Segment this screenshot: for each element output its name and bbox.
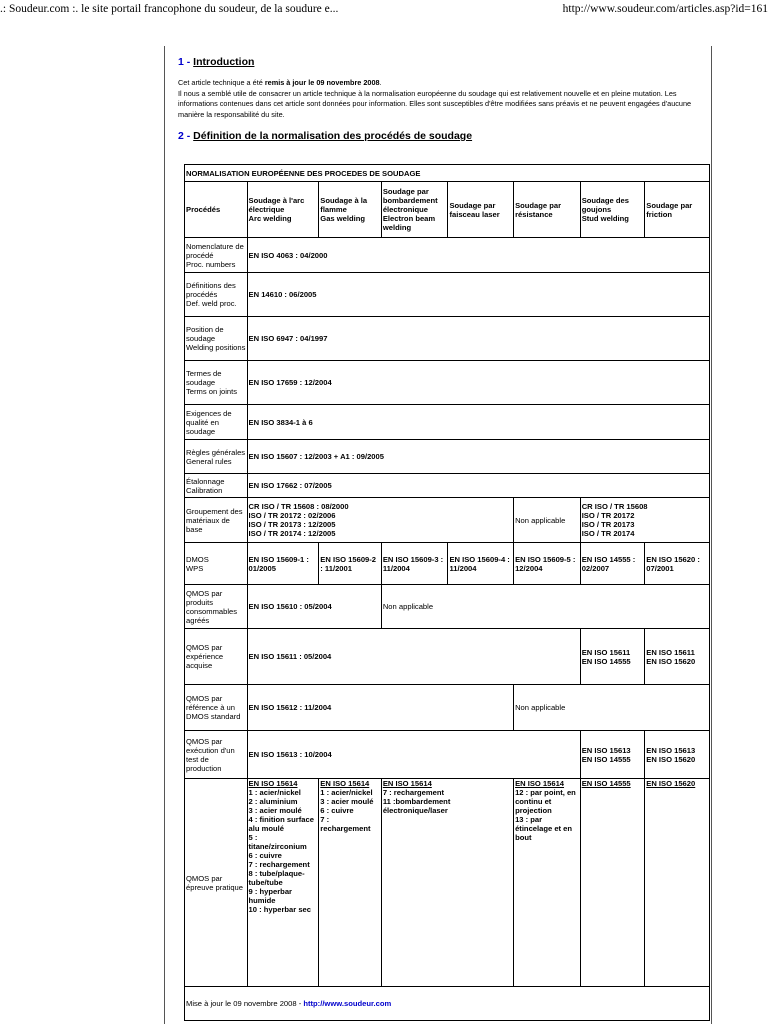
row-value-arc: EN ISO 15609-1 : 01/2005 — [247, 543, 319, 585]
table-caption: NORMALISATION EUROPÉENNE DES PROCEDES DE SOUDAGE — [185, 165, 710, 182]
norm-ref: EN ISO 15614 — [382, 779, 432, 788]
table-row — [185, 629, 710, 685]
row-label: Groupement des matériaux de base — [185, 498, 248, 543]
row-value-laser: EN ISO 15609-4 : 11/2004 — [448, 543, 514, 585]
table-row — [185, 317, 710, 361]
table-row — [185, 543, 710, 585]
row-value-flamme — [319, 779, 382, 987]
row-value-goujons: EN ISO 14555 : 02/2007 — [580, 543, 645, 585]
row-value: EN ISO 17662 : 07/2005 — [247, 474, 709, 498]
row-value-goujons: EN ISO 15611 EN ISO 14555 — [580, 629, 645, 685]
table-row — [185, 440, 710, 474]
row-value-goujons: EN ISO 15613 EN ISO 14555 — [580, 731, 645, 779]
row-value-goujons: CR ISO / TR 15608 ISO / TR 20172 ISO / TR 20173 ISO / TR 20174 — [580, 498, 709, 543]
footer-text: Mise à jour le 09 novembre 2008 - — [186, 999, 304, 1008]
row-label: Étalonnage Calibration — [185, 474, 248, 498]
table-row — [185, 779, 710, 987]
row-value: EN ISO 15613 : 10/2004 — [247, 731, 580, 779]
row-label: Termes de soudage Terms on joints — [185, 361, 248, 405]
table-row — [185, 585, 710, 629]
table-footer-row — [185, 987, 710, 1021]
row-label: QMOS par produits consommables agréés — [185, 585, 248, 629]
norm-ref: EN ISO 15614 — [515, 779, 565, 788]
table-row — [185, 474, 710, 498]
header-goujons: Soudage des goujons Stud welding — [580, 182, 645, 238]
table-row — [185, 238, 710, 273]
table-row — [185, 731, 710, 779]
row-label: Définitions des procédés Def. weld proc. — [185, 273, 248, 317]
row-label: Règles générales General rules — [185, 440, 248, 474]
row-value-friction: EN ISO 15613 EN ISO 15620 — [645, 731, 710, 779]
page-url: http://www.soudeur.com/articles.asp?id=161 — [562, 3, 768, 15]
right-column-border — [711, 46, 712, 1024]
row-value: EN ISO 17659 : 12/2004 — [247, 361, 709, 405]
row-value: EN ISO 6947 : 04/1997 — [247, 317, 709, 361]
row-value-arc — [247, 779, 319, 987]
table-header-row — [185, 182, 710, 238]
norm-ref: EN ISO 15614 — [248, 779, 298, 788]
row-value-goujons — [580, 779, 645, 987]
norm-ref: EN ISO 15614 — [320, 779, 370, 788]
norm-ref: EN ISO 14555 — [581, 779, 631, 788]
header-laser: Soudage par faisceau laser — [448, 182, 514, 238]
row-value: EN ISO 4063 : 04/2000 — [247, 238, 709, 273]
row-label: DMOS WPS — [185, 543, 248, 585]
header-arc: Soudage à l'arc électrique Arc welding — [247, 182, 319, 238]
row-label: QMOS par épreuve pratique — [185, 779, 248, 987]
table-row — [185, 498, 710, 543]
row-value-resistance: Non applicable — [514, 498, 581, 543]
row-value-friction: EN ISO 15620 : 07/2001 — [645, 543, 710, 585]
header-bombardement: Soudage par bombardement électronique Electron beam welding — [381, 182, 448, 238]
row-value: EN ISO 15612 : 11/2004 — [247, 685, 514, 731]
row-label: QMOS par exécution d'un test de production — [185, 731, 248, 779]
row-value: EN ISO 15610 : 05/2004 — [247, 585, 381, 629]
row-value-bombardement: EN ISO 15609-3 : 11/2004 — [381, 543, 448, 585]
row-value-resistance: EN ISO 15609-5 : 12/2004 — [514, 543, 581, 585]
row-label: QMOS par expérience acquise — [185, 629, 248, 685]
page-title: .: Soudeur.com :. le site portail francophone du soudeur, de la soudure e... — [0, 3, 339, 15]
table-row — [185, 361, 710, 405]
table-row — [185, 405, 710, 440]
norm-parts: 12 : par point, en continu et projection 13 : par étincelage et en bout — [515, 788, 576, 842]
intro-heading: 1 - Introduction — [178, 56, 255, 68]
row-value: EN ISO 3834-1 à 6 — [247, 405, 709, 440]
norm-ref: EN ISO 15620 — [646, 779, 696, 788]
row-label: Nomenclature de procédé Proc. numbers — [185, 238, 248, 273]
normalisation-table — [184, 164, 710, 1021]
row-label: Position de soudage Welding positions — [185, 317, 248, 361]
row-label: Exigences de qualité en soudage — [185, 405, 248, 440]
row-value-rest: Non applicable — [381, 585, 709, 629]
row-value-friction: EN ISO 15611 EN ISO 15620 — [645, 629, 710, 685]
norm-parts: 1 : acier/nickel 2 : aluminium 3 : acier moulé 4 : finition surface alu moulé 5 : titane/zirconium 6 : cuivre 7 : rechargement 8 : tube/plaque-tube/tube 9 : hyperbar humide 10 : hyperbar sec — [248, 788, 314, 914]
row-value: EN ISO 15611 : 05/2004 — [247, 629, 580, 685]
row-value-resistance — [514, 779, 581, 987]
header-resistance: Soudage par résistance — [514, 182, 581, 238]
row-value: EN 14610 : 06/2005 — [247, 273, 709, 317]
header-friction: Soudage par friction — [645, 182, 710, 238]
intro-text: Cet article technique a été remis à jour le 09 novembre 2008. Il nous a semblé utile de consacrer un article technique à la normalisation européenne du soudage qui est relativement nouvelle et en pleine mutation. Les informations contenues dans cet article sont données pour information. Elles sont susceptibles d'être modifiées sans préavis et ne peuvent engagées d'aucune manière la responsabilité du site. — [178, 78, 692, 119]
header-flamme: Soudage à la flamme Gas welding — [319, 182, 382, 238]
norm-parts: 1 : acier/nickel 3 : acier moulé 6 : cuivre 7 : rechargement — [320, 788, 374, 833]
left-column-border — [164, 46, 165, 1024]
definition-heading: 2 - Définition de la normalisation des procédés de soudage — [178, 130, 473, 142]
footer-link[interactable]: http://www.soudeur.com — [303, 999, 392, 1008]
row-value-rest: Non applicable — [514, 685, 710, 731]
row-value-friction — [645, 779, 710, 987]
row-value-bombardement — [381, 779, 513, 987]
row-value-flamme: EN ISO 15609-2 : 11/2001 — [319, 543, 382, 585]
row-label: QMOS par référence à un DMOS standard — [185, 685, 248, 731]
norm-parts: 7 : rechargement 11 :bombardement électronique/laser — [382, 788, 451, 815]
print-header — [0, 0, 768, 20]
row-value: CR ISO / TR 15608 : 08/2000 ISO / TR 20172 : 02/2006 ISO / TR 20173 : 12/2005 ISO / TR 20174 : 12/2005 — [247, 498, 514, 543]
header-procedes: Procédés — [185, 182, 248, 238]
table-footer — [185, 987, 710, 1021]
table-row — [185, 685, 710, 731]
row-value: EN ISO 15607 : 12/2003 + A1 : 09/2005 — [247, 440, 709, 474]
table-row — [185, 273, 710, 317]
